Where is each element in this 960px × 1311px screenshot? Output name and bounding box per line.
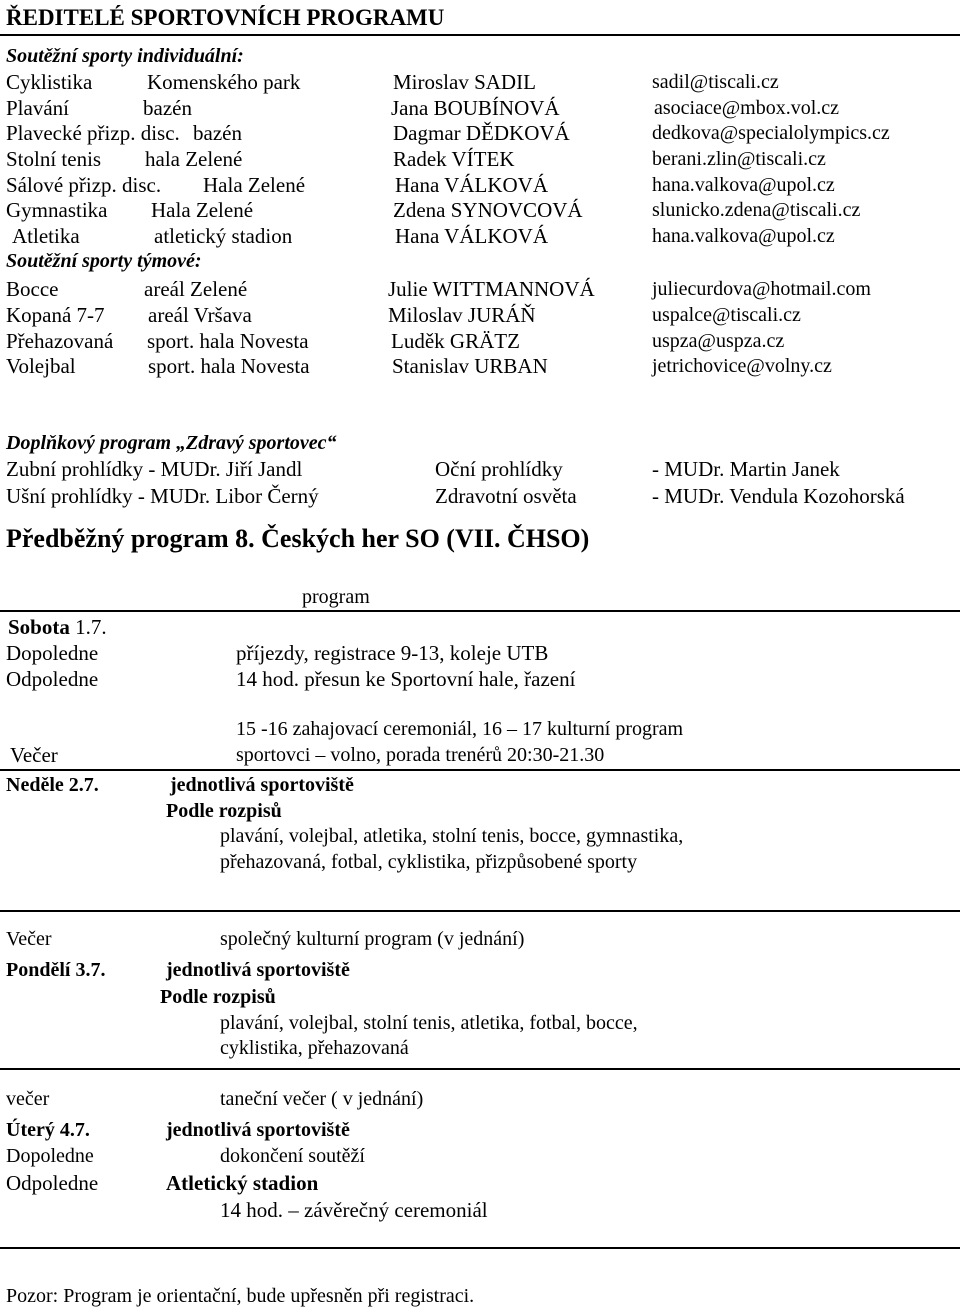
place-cell: sport. hala Novesta (148, 354, 310, 378)
monday-evening-text: taneční večer ( v jednání) (220, 1088, 424, 1110)
tuesday-morning-text: dokončení soutěží (220, 1145, 365, 1167)
team-sports-label: Soutěžní sporty týmové: (6, 250, 202, 272)
place-cell: Hala Zelené (203, 173, 306, 197)
program-column-header: program (302, 586, 370, 608)
director-cell: Luděk GRÄTZ (391, 329, 520, 353)
place-cell: areál Zelené (144, 277, 248, 301)
sport-cell: Atletika (12, 224, 80, 248)
heading-divider (0, 34, 960, 36)
tuesday-day: Úterý 4.7. (6, 1119, 90, 1141)
sunday-schedule: Podle rozpisů (166, 800, 282, 822)
place-cell: Komenského park (147, 70, 301, 94)
monday-evening-label: večer (6, 1088, 50, 1110)
tuesday-venue: jednotlivá sportoviště (166, 1119, 350, 1141)
saturday-morning-label: Dopoledne (6, 641, 99, 665)
saturday-divider (0, 769, 960, 771)
director-cell: Miloslav JURÁŇ (388, 303, 536, 327)
sport-cell: Bocce (6, 277, 59, 301)
place-cell: bazén (143, 96, 192, 120)
exam-left: Ušní prohlídky - MUDr. Libor Černý (6, 484, 319, 508)
sunday-sports-line1: plavání, volejbal, atletika, stolní tenis, bocce, gymnastika, (220, 825, 684, 847)
sunday-venue: jednotlivá sportoviště (170, 774, 354, 796)
footer-note: Pozor: Program je orientační, bude upřesněn při registraci. (6, 1285, 475, 1307)
exam-mid: Zdravotní osvěta (435, 484, 577, 508)
sport-cell: Plavání (6, 96, 69, 120)
email-cell[interactable]: uspalce@tiscali.cz (652, 304, 801, 326)
director-cell: Stanislav URBAN (392, 354, 548, 378)
director-cell: Hana VÁLKOVÁ (395, 173, 548, 197)
sunday-evening-text: společný kulturní program (v jednání) (220, 928, 525, 950)
sport-cell: Gymnastika (6, 198, 108, 222)
saturday-evening-line2: sportovci – volno, porada trenérů 20:30-21.30 (236, 744, 605, 766)
saturday-evening-line1: 15 -16 zahajovací ceremoniál, 16 – 17 kulturní program (236, 718, 684, 740)
email-cell[interactable]: berani.zlin@tiscali.cz (652, 148, 826, 170)
sport-cell: Cyklistika (6, 70, 93, 94)
place-cell: atletický stadion (154, 224, 293, 248)
sunday-divider (0, 910, 960, 912)
sunday-evening-label: Večer (6, 928, 52, 950)
email-cell[interactable]: juliecurdova@hotmail.com (652, 278, 871, 300)
email-cell[interactable]: hana.valkova@upol.cz (652, 225, 835, 247)
place-cell: sport. hala Novesta (147, 329, 309, 353)
place-cell: bazén (193, 121, 242, 145)
sport-cell: Volejbal (6, 354, 76, 378)
monday-day: Pondělí 3.7. (6, 959, 106, 981)
supplementary-label: Doplňkový program „Zdravý sportovec“ (6, 432, 337, 454)
program-divider (0, 610, 960, 612)
email-cell[interactable]: sadil@tiscali.cz (652, 71, 779, 93)
exam-mid: Oční prohlídky (435, 457, 563, 481)
sport-cell: Přehazovaná (6, 329, 114, 353)
program-title: Předběžný program 8. Českých her SO (VII. ČHSO) (6, 524, 590, 553)
director-cell: Jana BOUBÍNOVÁ (391, 96, 560, 120)
saturday-afternoon-label: Odpoledne (6, 667, 99, 691)
email-cell[interactable]: asociace@mbox.vol.cz (654, 97, 840, 119)
sport-cell: Kopaná 7-7 (6, 303, 105, 327)
tuesday-afternoon-label: Odpoledne (6, 1171, 99, 1195)
page-heading: ŘEDITELÉ SPORTOVNÍCH PROGRAMU (6, 5, 445, 30)
email-cell[interactable]: dedkova@specialolympics.cz (652, 122, 890, 144)
sport-cell: Sálové přizp. disc. (6, 173, 162, 197)
director-cell: Julie WITTMANNOVÁ (388, 277, 595, 301)
monday-sports-line2: cyklistika, přehazovaná (220, 1037, 409, 1059)
director-cell: Miroslav SADIL (393, 70, 536, 94)
tuesday-morning-label: Dopoledne (6, 1145, 94, 1167)
email-cell[interactable]: hana.valkova@upol.cz (652, 174, 835, 196)
saturday-afternoon-text: 14 hod. přesun ke Sportovní hale, řazení (236, 667, 576, 691)
monday-divider (0, 1068, 960, 1070)
place-cell: areál Vršava (148, 303, 252, 327)
director-cell: Hana VÁLKOVÁ (395, 224, 548, 248)
tuesday-afternoon-text: Atletický stadion (166, 1171, 319, 1195)
email-cell[interactable]: uspza@uspza.cz (652, 330, 785, 352)
email-cell[interactable]: jetrichovice@volny.cz (652, 355, 832, 377)
tuesday-divider (0, 1247, 960, 1249)
saturday-day: Sobota 1.7. (8, 615, 107, 639)
saturday-morning-text: příjezdy, registrace 9-13, koleje UTB (236, 641, 549, 665)
sport-cell: Stolní tenis (6, 147, 102, 171)
monday-sports-line1: plavání, volejbal, stolní tenis, atletika, fotbal, bocce, (220, 1012, 638, 1034)
saturday-evening-label: Večer (10, 743, 58, 767)
monday-venue: jednotlivá sportoviště (166, 959, 350, 981)
place-cell: Hala Zelené (151, 198, 254, 222)
sport-cell: Plavecké přizp. disc. (6, 121, 180, 145)
director-cell: Dagmar DĚDKOVÁ (393, 121, 570, 145)
exam-right: - MUDr. Vendula Kozohorská (652, 484, 905, 508)
monday-schedule: Podle rozpisů (160, 986, 276, 1008)
director-cell: Radek VÍTEK (393, 147, 515, 171)
sunday-day: Neděle 2.7. (6, 774, 99, 796)
email-cell[interactable]: slunicko.zdena@tiscali.cz (652, 199, 861, 221)
director-cell: Zdena SYNOVCOVÁ (393, 198, 583, 222)
exam-right: - MUDr. Martin Janek (652, 457, 840, 481)
sunday-sports-line2: přehazovaná, fotbal, cyklistika, přizpůsobené sporty (220, 851, 638, 873)
tuesday-closing: 14 hod. – závěrečný ceremoniál (220, 1198, 488, 1222)
place-cell: hala Zelené (145, 147, 243, 171)
individual-sports-label: Soutěžní sporty individuální: (6, 45, 244, 67)
exam-left: Zubní prohlídky - MUDr. Jiří Jandl (6, 457, 303, 481)
